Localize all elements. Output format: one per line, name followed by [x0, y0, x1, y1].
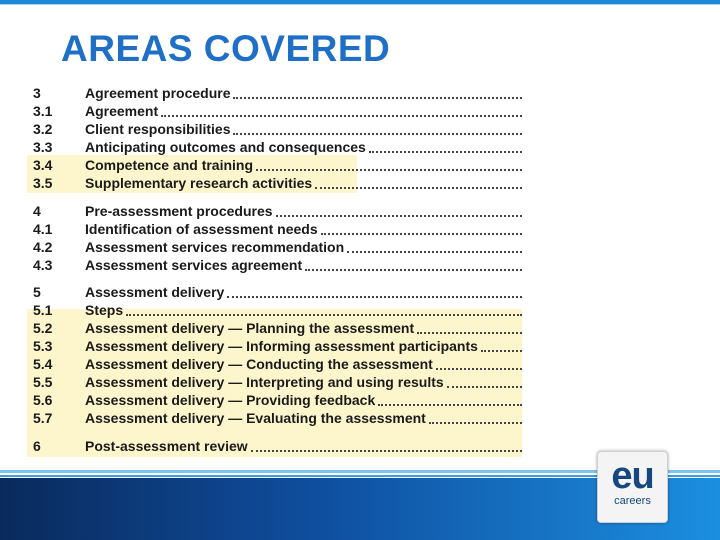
toc-number: 5.6	[33, 392, 53, 408]
toc-number: 3.5	[33, 175, 53, 191]
toc-number: 4.1	[33, 221, 53, 237]
toc-leader-dots	[429, 414, 522, 424]
toc-row[interactable]	[27, 337, 522, 355]
toc-leader-dots	[233, 89, 522, 99]
toc-label: Assessment delivery	[85, 284, 225, 300]
toc-leader-dots	[305, 261, 522, 271]
toc-row[interactable]	[27, 256, 522, 274]
toc-label: Assessment delivery — Evaluating the assessment	[85, 410, 426, 426]
toc-row[interactable]	[27, 120, 522, 138]
toc-leader-dots	[369, 143, 522, 153]
toc-row[interactable]	[27, 238, 522, 256]
toc-leader-dots	[227, 288, 522, 298]
toc-row[interactable]	[27, 391, 522, 409]
toc-row[interactable]	[27, 156, 522, 174]
toc-leader-dots	[256, 161, 522, 171]
toc-leader-dots	[315, 179, 522, 189]
toc-label: Assessment delivery — Providing feedback	[85, 392, 376, 408]
toc-row[interactable]	[27, 355, 522, 373]
toc-number: 6	[33, 438, 41, 454]
toc-label: Assessment delivery — Informing assessment participants	[85, 338, 478, 354]
toc-label: Assessment delivery — Conducting the assessment	[85, 356, 433, 372]
toc-number: 3	[33, 85, 41, 101]
toc-row[interactable]	[27, 409, 522, 427]
toc-number: 3.2	[33, 121, 53, 137]
toc-number: 3.3	[33, 139, 53, 155]
toc-number: 5.5	[33, 374, 53, 390]
toc-leader-dots	[347, 243, 522, 253]
toc-row[interactable]	[27, 202, 522, 220]
page-title: AREAS COVERED	[61, 28, 391, 69]
toc-leader-dots	[321, 225, 522, 235]
toc-number: 5.2	[33, 320, 53, 336]
toc-number: 4.3	[33, 257, 53, 273]
toc-label: Steps	[85, 302, 124, 318]
logo-brand-text: eu	[611, 455, 654, 497]
toc-number: 3.4	[33, 157, 53, 173]
toc-label: Supplementary research activities	[85, 175, 313, 191]
toc-label: Anticipating outcomes and consequences	[85, 139, 366, 155]
toc-leader-dots	[233, 125, 522, 135]
toc-label: Assessment services recommendation	[85, 239, 345, 255]
toc-number: 5.4	[33, 356, 53, 372]
toc-leader-dots	[436, 360, 522, 370]
toc-label: Pre-assessment procedures	[85, 203, 273, 219]
toc-row[interactable]	[27, 301, 522, 319]
toc-row[interactable]	[27, 102, 522, 120]
toc-row[interactable]	[27, 319, 522, 337]
toc-leader-dots	[251, 442, 522, 452]
toc-label: Agreement procedure	[85, 85, 231, 101]
top-accent-rule	[0, 4, 720, 5]
toc-leader-dots	[417, 324, 522, 334]
toc-leader-dots	[161, 107, 522, 117]
toc-label: Assessment delivery — Planning the assessment	[85, 320, 415, 336]
toc-leader-dots	[378, 396, 522, 406]
toc-label: Agreement	[85, 103, 159, 119]
toc-row[interactable]	[27, 373, 522, 391]
toc-number: 5.1	[33, 302, 53, 318]
toc-leader-dots	[447, 378, 522, 388]
logo-tagline-text: careers	[614, 495, 651, 507]
toc-label: Assessment delivery — Interpreting and using results	[85, 374, 444, 390]
toc-number: 5	[33, 284, 41, 300]
toc-number: 5.3	[33, 338, 53, 354]
toc-label: Competence and training	[85, 157, 254, 173]
toc-leader-dots	[276, 207, 522, 217]
toc-row[interactable]	[27, 283, 522, 301]
toc-row[interactable]	[27, 84, 522, 102]
toc-label: Post-assessment review	[85, 438, 248, 454]
toc-row[interactable]	[27, 437, 522, 455]
toc-label: Assessment services agreement	[85, 257, 303, 273]
toc-leader-dots	[126, 306, 522, 316]
toc-row[interactable]	[27, 220, 522, 238]
toc-number: 5.7	[33, 410, 53, 426]
toc-leader-dots	[481, 342, 522, 352]
toc-number: 4.2	[33, 239, 53, 255]
toc-number: 4	[33, 203, 41, 219]
toc-label: Identification of assessment needs	[85, 221, 318, 237]
toc-row[interactable]	[27, 174, 522, 192]
toc-row[interactable]	[27, 138, 522, 156]
table-of-contents	[27, 82, 527, 458]
toc-number: 3.1	[33, 103, 53, 119]
eu-careers-logo	[597, 451, 668, 523]
toc-label: Client responsibilities	[85, 121, 231, 137]
